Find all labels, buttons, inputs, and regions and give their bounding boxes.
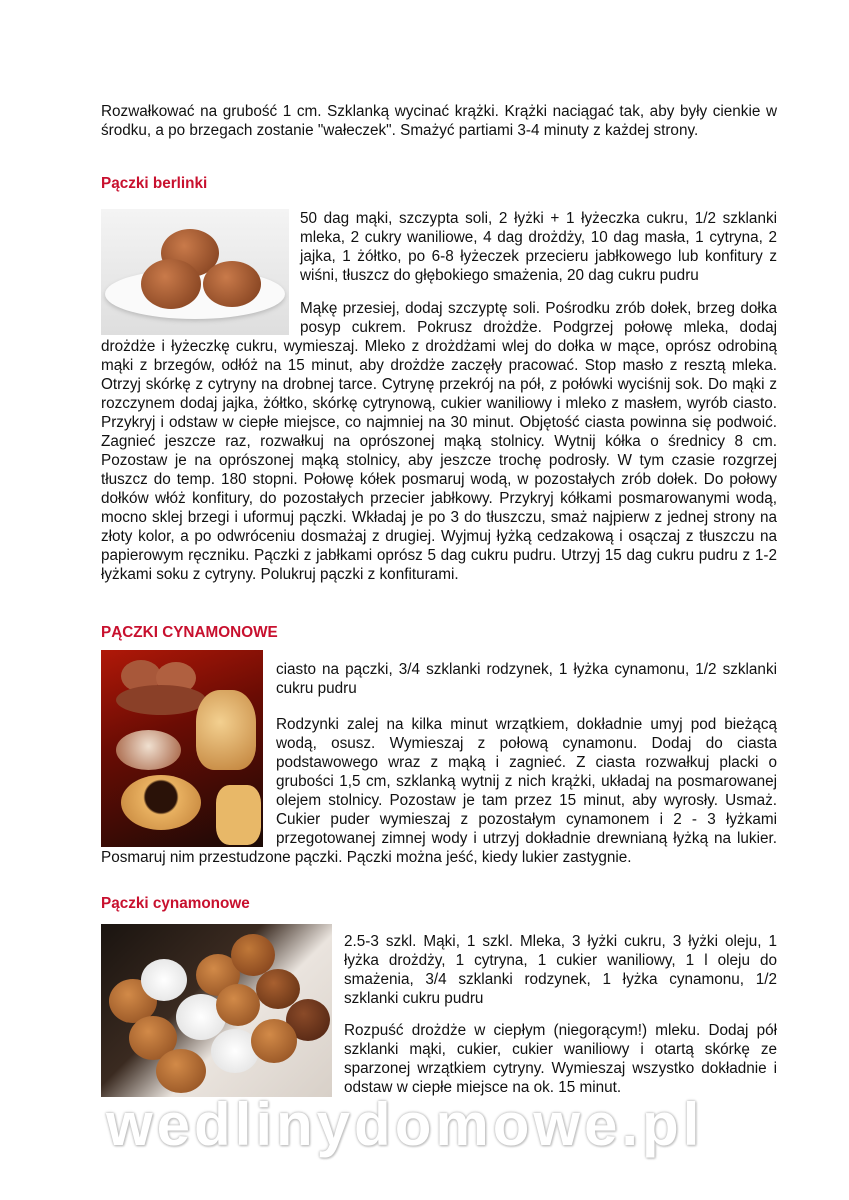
cynamonowe-photo bbox=[101, 650, 263, 847]
recipe-title-cynamonowe-upper: PĄCZKI CYNAMONOWE bbox=[101, 624, 278, 641]
berlinki-ingredients: 50 dag mąki, szczypta soli, 2 łyżki + 1 łyżeczka cukru, 1/2 szklanki mleka, 2 cukry waniliowe, 4 dag drożdży, 10 dag masła, 1 cytryna, 2 jajka, 1 żółtko, po 6-8 łyżeczek przecieru jabłkowego lub konfitury z wiśni, tłuszcz do głębokiego smażenia, 20 dag cukru pudru bbox=[300, 210, 777, 284]
cynamonowe-2-photo bbox=[101, 924, 332, 1097]
cynamonowe-2-ingredients: 2.5-3 szkl. Mąki, 1 szkl. Mleka, 3 łyżki cukru, 3 łyżki oleju, 1 łyżka drożdży, 1 cytryna, 1 cukier waniliowy, 1 l oleju do smażenia, 3/4 szklanki rodzynek, 1 łyżka cynamonu, 1/2 szklanki cukru pudru bbox=[344, 933, 777, 1007]
recipe-cynamonowe-1 bbox=[101, 650, 777, 867]
berlinki-photo bbox=[101, 209, 289, 335]
intro-text: Rozwałkować na grubość 1 cm. Szklanką wycinać krążki. Krążki naciągać tak, aby były cienkie w środku, a po brzegach zostanie "wałeczek". Smażyć partiami 3-4 minuty z każdej strony. bbox=[101, 103, 777, 139]
cynamonowe-1-method: Rodzynki zalej na kilka minut wrzątkiem, dokładnie umyj pod bieżącą wodą, osusz. Wymieszaj z połową cynamonu. Dodaj do ciasta podstawowego wraz z mąką i zagnieć. Z ciasta rozwałkuj placki o grubości 1,5 cm, szklanką wytnij z nich krążki, układaj na posmarowanej olejem stolnicy. Pozostaw je tam przez 15 minut, aby wyrosły. Usmaż. Cukier puder wymieszaj z pozostałym cynamonem i 2 - 3 łyżkami przegotowanej zimnej wody i utrzyj dokładnie drewnianą łyżką na lukier. Posmaruj nim przestudzone pączki. Pączki można jeść, kiedy lukier zastygnie. bbox=[101, 716, 777, 866]
cynamonowe-2-method: Rozpuść drożdże w ciepłym (niegorącym!) mleku. Dodaj pół szklanki mąki, cukier, cukier waniliowy i otartą skórkę ze sparzonej wrzątkiem cytryny. Wymieszaj wszystko dokładnie i odstaw w ciepłe miejsce na ok. 15 minut. bbox=[344, 1022, 777, 1096]
berlinki-method: Mąkę przesiej, dodaj szczyptę soli. Pośrodku zrób dołek, brzeg dołka posyp cukrem. Pokrusz drożdże. Podgrzej połowę mleka, dodaj drożdże i łyżeczkę cukru, wymieszaj. Mleko z drożdżami wlej do dołka w mące, oprósz odrobiną mąki z brzegów, odłóż na 15 minut, aby drożdże zaczęły pracować. Stop masło z resztą mleka. Otrzyj skórkę z cytryny na drobnej tarce. Cytrynę przekrój na pół, z połówki wyciśnij sok. Do mąki z rozczynem dodaj jajka, żółtko, skórkę cytrynową, cukier waniliowy i mleko z masłem, wyrób ciasto. Przykryj i odstaw w ciepłe miejsce, co najmniej na 30 minut. Objętość ciasta powinna się podwoić. Zagnieć jeszcze raz, rozwałkuj na oprószonej mąką stolnicy. Wytnij kółka o średnicy 8 cm. Pozostaw je na oprószonej mąką stolnicy, aby jeszcze trochę podrosły. W tym czasie rozgrzej tłuszcz do temp. 180 stopni. Połowę kółek posmaruj wodą, w pozostałych zrób dołek. Do połowy dołków włóż konfitury, do pozostałych przecier jabłkowy. Przykryj kółkami posmarowanymi wodą, mocno sklej brzegi i uformuj pączki. Wkładaj je po 3 do tłuszczu, smaż najpierw z jednej strony na złoty kolor, a po odwróceniu dosmażaj z drugiej. Wyjmuj łyżką cedzakową i osączaj z tłuszczu na papierowym ręczniku. Pączki z jabłkami oprósz 5 dag cukru pudru. Utrzyj 15 dag cukru pudru z 1-2 łyżkami soku z cytryny. Polukruj pączki z konfiturami. bbox=[101, 300, 777, 583]
recipe-berlinki bbox=[101, 209, 777, 584]
intro-paragraph bbox=[101, 102, 777, 140]
recipe-cynamonowe-2 bbox=[101, 924, 777, 1097]
cynamonowe-1-ingredients: ciasto na pączki, 3/4 szklanki rodzynek, 1 łyżka cynamonu, 1/2 szklanki cukru pudru bbox=[276, 661, 777, 697]
recipe-title-cynamonowe: Pączki cynamonowe bbox=[101, 895, 250, 912]
watermark: wedlinydomowe.pl bbox=[106, 1091, 704, 1158]
recipe-title-berlinki: Pączki berlinki bbox=[101, 175, 208, 192]
